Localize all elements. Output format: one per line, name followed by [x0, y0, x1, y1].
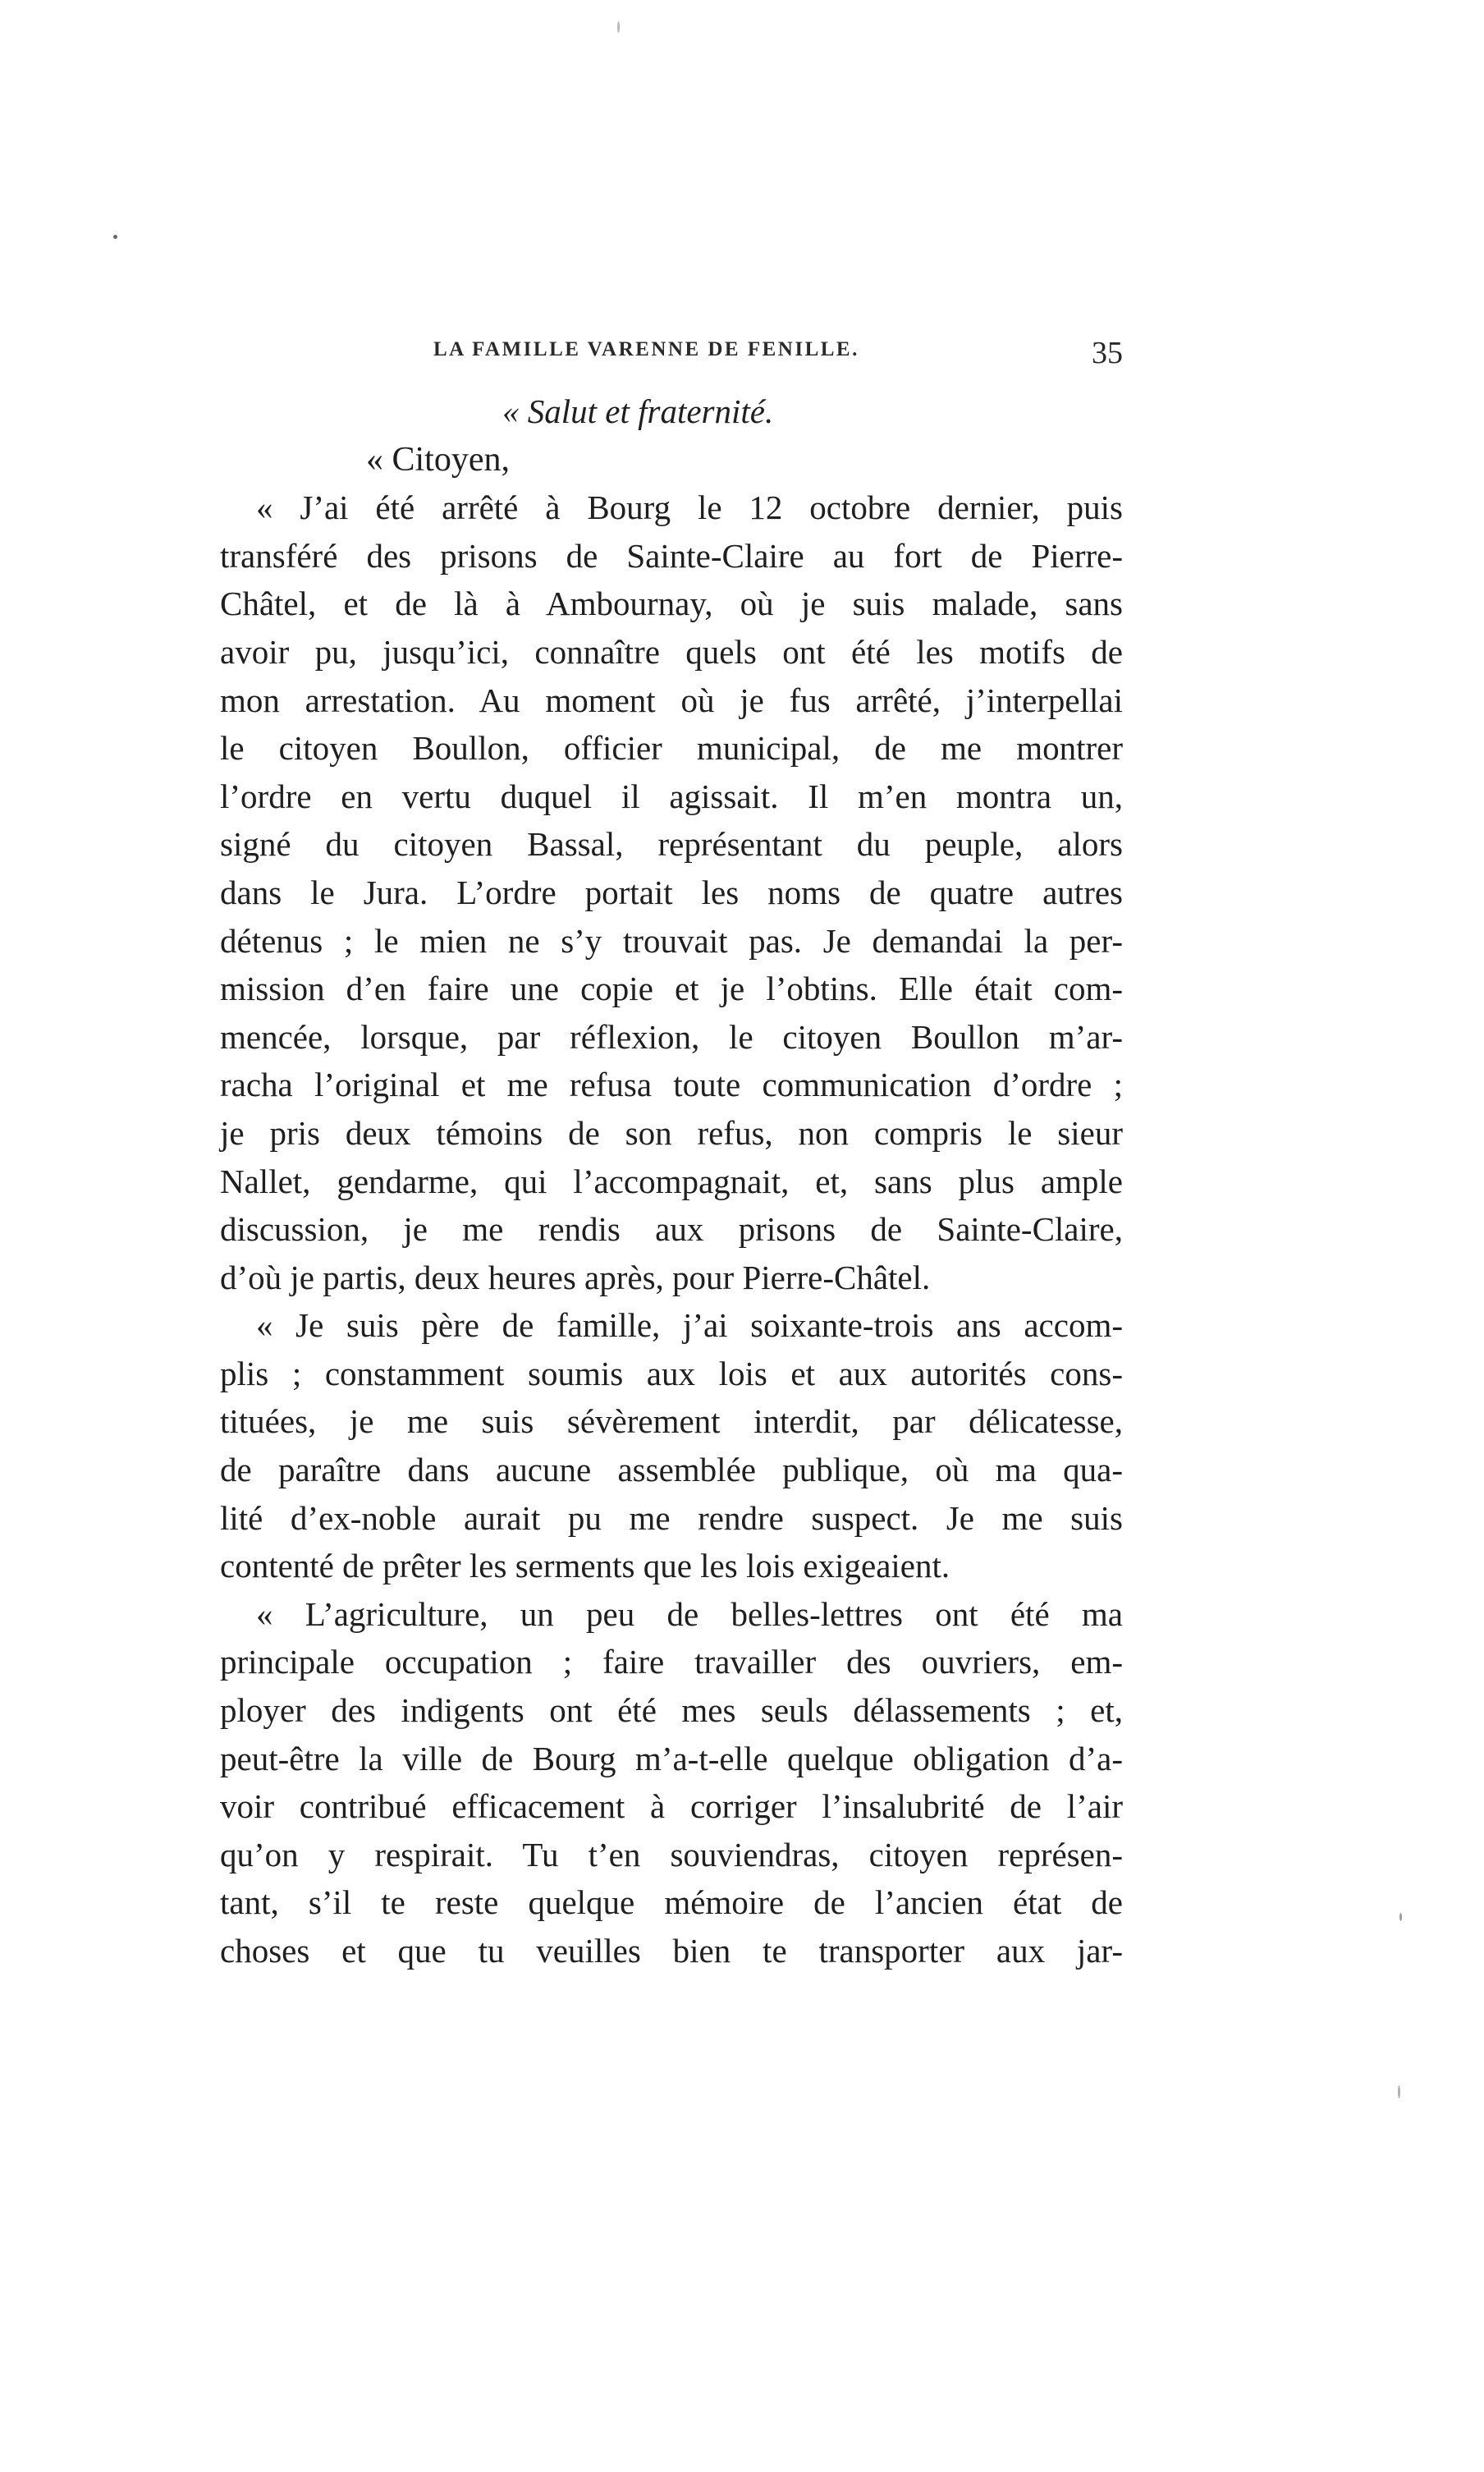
ink-speck	[1399, 1913, 1402, 1921]
text-line: qu’on y respirait. Tu t’en souviendras, citoyen représen-	[220, 1835, 1123, 1873]
text-line: tituées, je me suis sévèrement interdit, par délicatesse,	[220, 1402, 1123, 1441]
running-title: LA FAMILLE VARENNE DE FENILLE.	[433, 338, 859, 360]
text-line: détenus ; le mien ne s’y trouvait pas. Je demandai la per-	[220, 921, 1123, 960]
ink-speck	[113, 235, 117, 239]
text-line: plis ; constamment soumis aux lois et aux autorités cons-	[220, 1354, 1123, 1392]
text-line: lité d’ex-noble aurait pu me rendre suspect. Je me suis	[220, 1498, 1123, 1537]
ink-speck	[617, 21, 620, 33]
text-line: d’où je partis, deux heures après, pour Pierre-Châtel.	[220, 1258, 931, 1296]
text-line: tant, s’il te reste quelque mémoire de l’ancien état de	[220, 1883, 1123, 1922]
text-line: mon arrestation. Au moment où je fus arrêté, j’interpellai	[220, 681, 1123, 719]
text-line: dans le Jura. L’ordre portait les noms de quatre autres	[220, 873, 1123, 911]
text-line: l’ordre en vertu duquel il agissait. Il m’en montra un,	[220, 777, 1123, 815]
text-line: « J’ai été arrêté à Bourg le 12 octobre dernier, puis	[256, 488, 1123, 527]
greeting: « Citoyen,	[366, 440, 510, 479]
text-line: peut-être la ville de Bourg m’a-t-elle quelque obligation d’a-	[220, 1739, 1123, 1777]
text-line: contenté de prêter les serments que les lois exigeaient.	[220, 1547, 950, 1585]
text-line: le citoyen Boullon, officier municipal, de me montrer	[220, 729, 1123, 768]
text-line: signé du citoyen Bassal, représentant du peuple, alors	[220, 825, 1123, 864]
text-line: Nallet, gendarme, qui l’accompagnait, et, sans plus ample	[220, 1162, 1123, 1200]
text-line: « Je suis père de famille, j’ai soixante-trois ans accom-	[256, 1306, 1123, 1345]
text-line: transféré des prisons de Sainte-Claire au fort de Pierre-	[220, 536, 1123, 575]
text-line: Châtel, et de là à Ambournay, où je suis malade, sans	[220, 585, 1123, 623]
text-line: mission d’en faire une copie et je l’obtins. Elle était com-	[220, 970, 1123, 1008]
page-number: 35	[1092, 336, 1123, 370]
text-line: ployer des indigents ont été mes seuls délassements ; et,	[220, 1691, 1123, 1730]
text-line: principale occupation ; faire travailler des ouvriers, em-	[220, 1643, 1123, 1681]
text-line: mencée, lorsque, par réflexion, le citoyen Boullon m’ar-	[220, 1017, 1123, 1056]
text-line: « L’agriculture, un peu de belles-lettres ont été ma	[256, 1594, 1123, 1633]
text-line: de paraître dans aucune assemblée publique, où ma qua-	[220, 1451, 1123, 1489]
text-line: choses et que tu veuilles bien te transporter aux jar-	[220, 1932, 1123, 1970]
text-line: je pris deux témoins de son refus, non compris le sieur	[220, 1113, 1123, 1152]
text-line: racha l’original et me refusa toute communication d’ordre ;	[220, 1066, 1123, 1104]
letter-text	[220, 388, 1123, 1975]
text-line: voir contribué efficacement à corriger l’insalubrité de l’air	[220, 1787, 1123, 1826]
salutation: « Salut et fraternité.	[502, 392, 774, 430]
text-line: avoir pu, jusqu’ici, connaître quels ont été les motifs de	[220, 632, 1123, 671]
ink-speck	[1398, 2085, 1400, 2098]
running-head	[433, 335, 1123, 376]
text-line: discussion, je me rendis aux prisons de Sainte-Claire,	[220, 1210, 1123, 1249]
